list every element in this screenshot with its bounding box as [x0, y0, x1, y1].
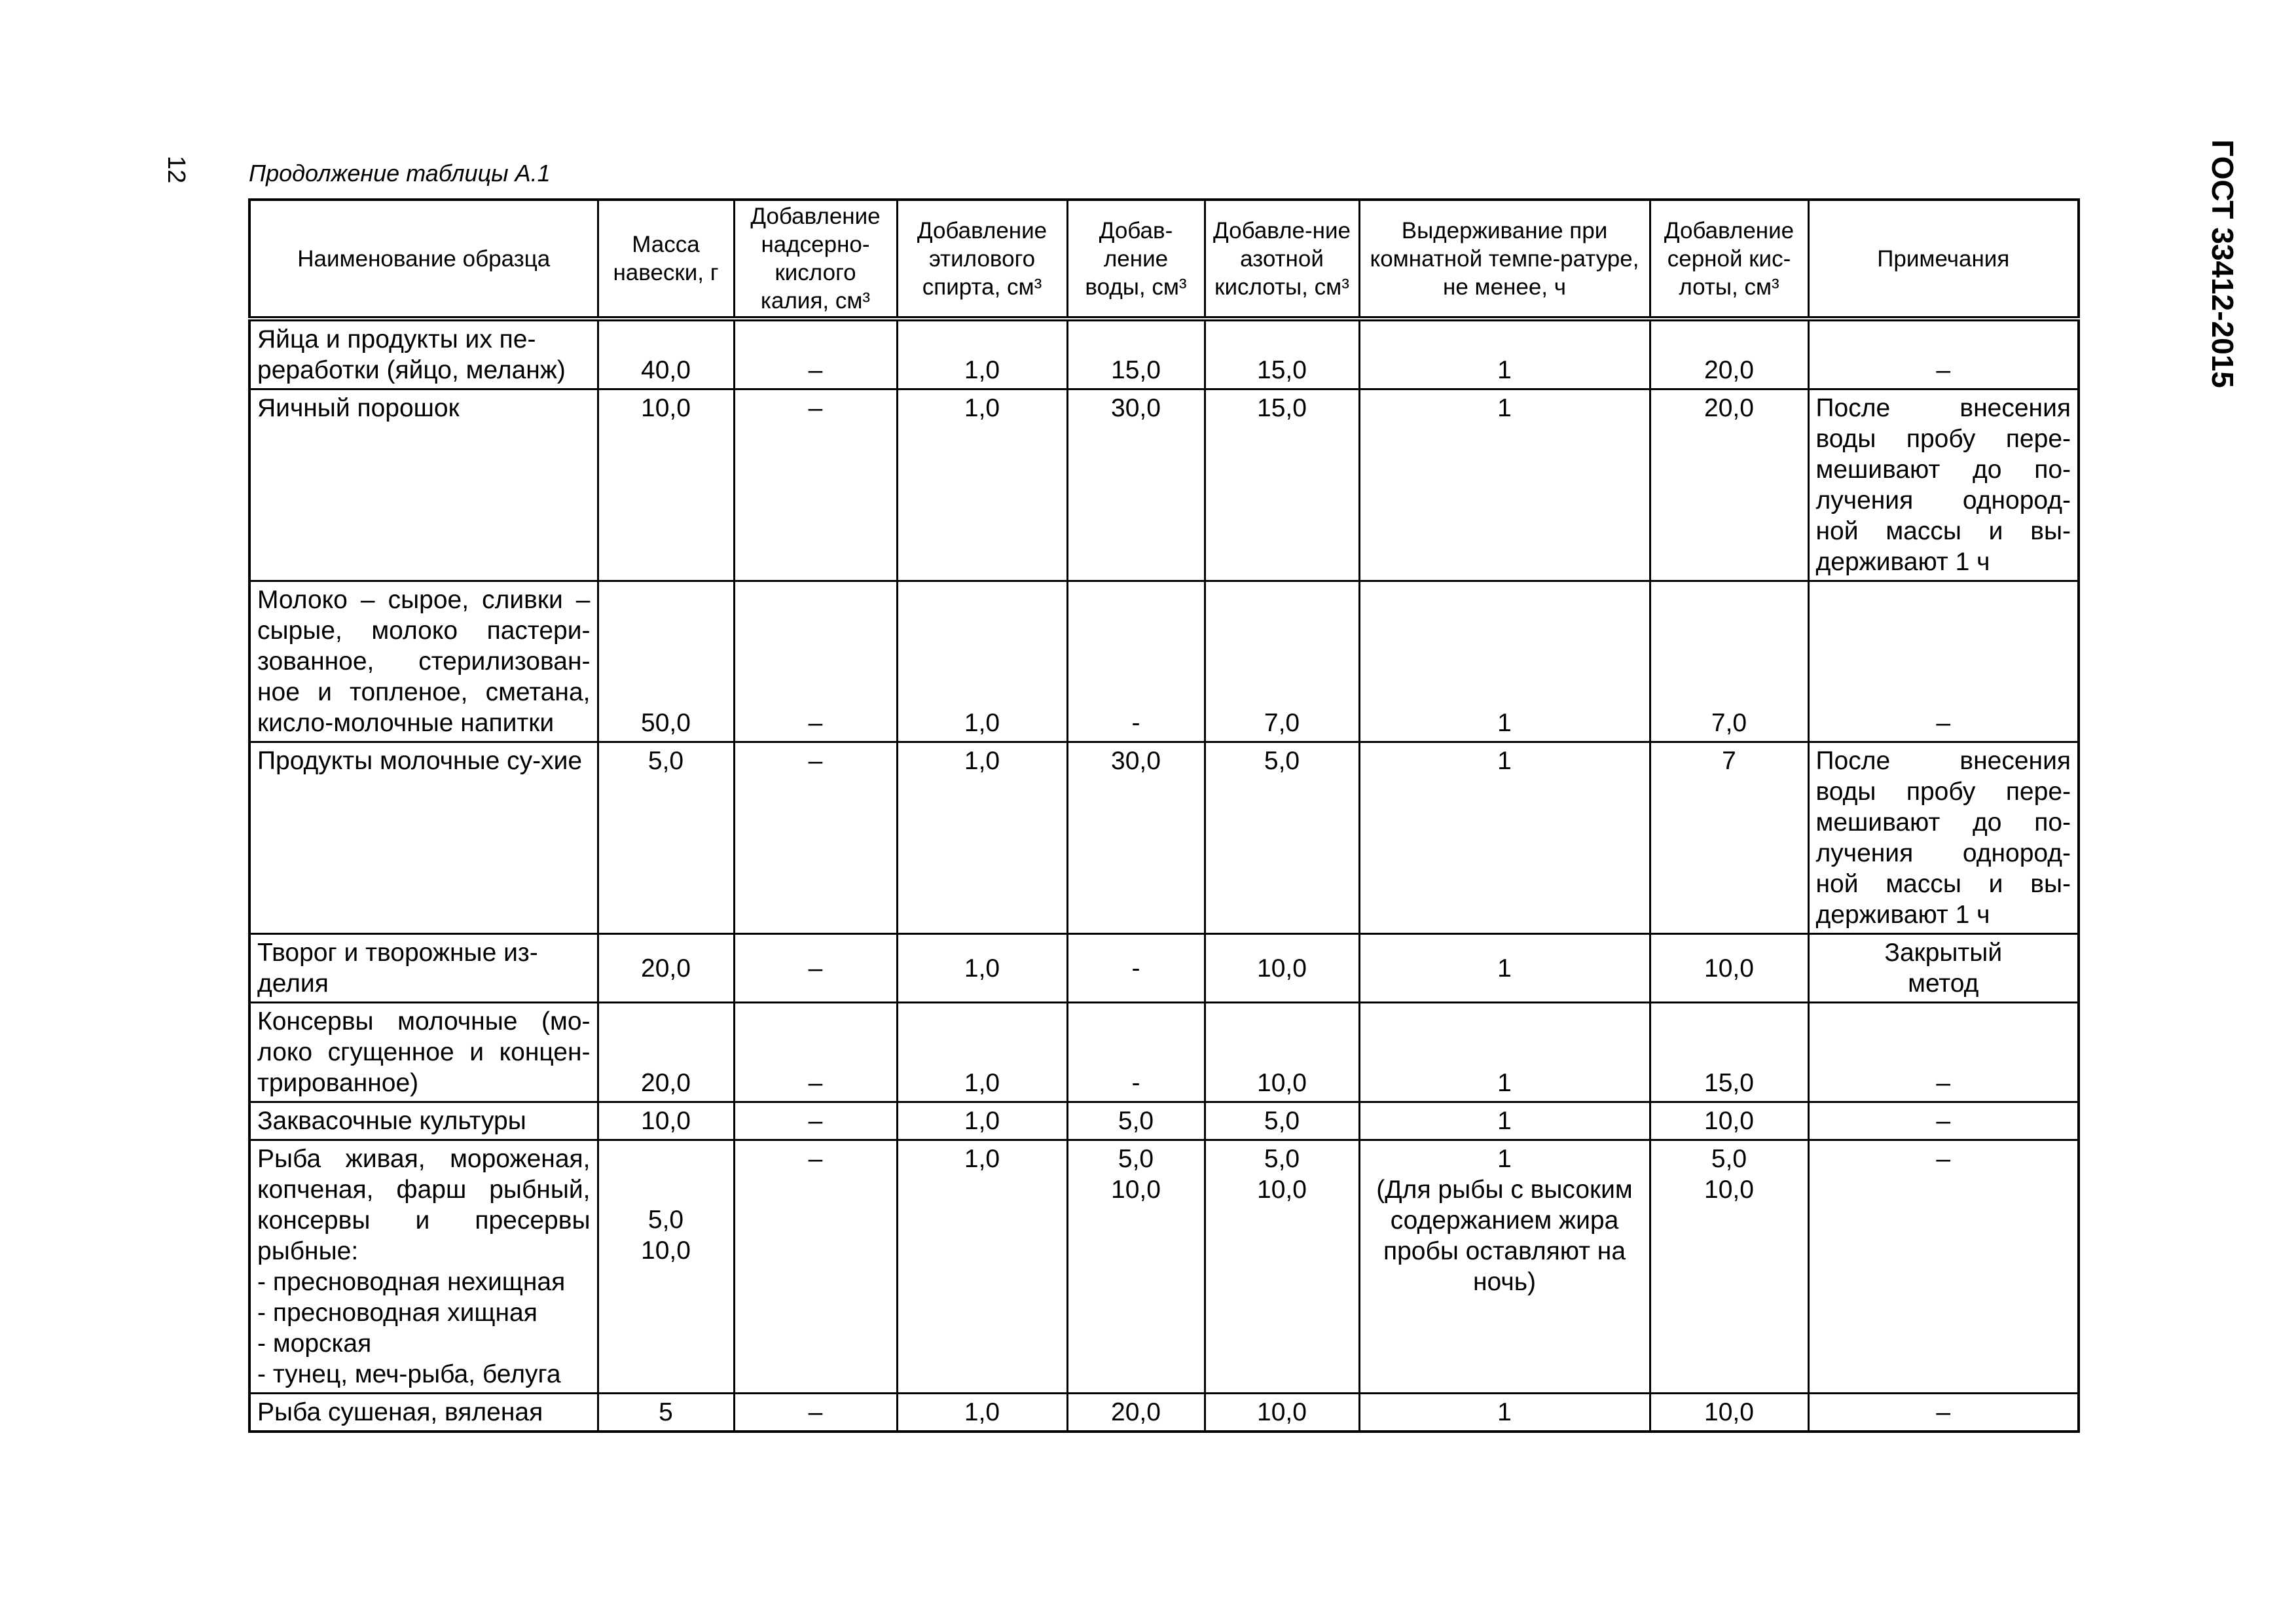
cell-hold: 1 (Для рыбы с высоким содержанием жира пробы оставляют на ночь)	[1359, 1140, 1650, 1394]
header-sample-name: Наименование образца	[249, 200, 598, 319]
cell-mass: 40,0	[598, 319, 734, 389]
cell-name: Заквасочные культуры	[249, 1102, 598, 1140]
cell-water: -	[1067, 581, 1205, 742]
cell-sulfuric: 5,0 10,0	[1650, 1140, 1808, 1394]
table-row	[249, 934, 2079, 1003]
cell-ethanol: 1,0	[897, 1394, 1067, 1432]
cell-note: –	[1808, 1003, 2079, 1102]
cell-name: Творог и творожные из-делия	[249, 934, 598, 1003]
cell-persulfate: –	[734, 319, 897, 389]
header-row	[249, 200, 2079, 319]
cell-ethanol: 1,0	[897, 1003, 1067, 1102]
cell-sulfuric: 7,0	[1650, 581, 1808, 742]
cell-hold: 1	[1359, 1394, 1650, 1432]
cell-note: –	[1808, 1394, 2079, 1432]
table-caption: Продолжение таблицы А.1	[249, 160, 551, 187]
cell-sulfuric: 10,0	[1650, 1102, 1808, 1140]
cell-nitric: 10,0	[1205, 934, 1359, 1003]
cell-note: –	[1808, 1102, 2079, 1140]
cell-name: Яичный порошок	[249, 389, 598, 581]
table-row	[249, 1003, 2079, 1102]
cell-persulfate: –	[734, 1140, 897, 1394]
cell-sulfuric: 20,0	[1650, 319, 1808, 389]
cell-sulfuric: 7	[1650, 742, 1808, 934]
cell-water: 20,0	[1067, 1394, 1205, 1432]
header-notes: Примечания	[1808, 200, 2079, 319]
cell-persulfate: –	[734, 1394, 897, 1432]
cell-note: –	[1808, 319, 2079, 389]
sample-preparation-table	[248, 198, 2080, 1433]
cell-ethanol: 1,0	[897, 319, 1067, 389]
cell-persulfate: –	[734, 581, 897, 742]
cell-note: Закрытый метод	[1808, 934, 2079, 1003]
cell-name: Консервы молочные (мо-локо сгущенное и концен-трированное)	[249, 1003, 598, 1102]
header-holding-time: Выдерживание при комнатной темпе-ратуре, не менее, ч	[1359, 200, 1650, 319]
cell-nitric: 15,0	[1205, 389, 1359, 581]
cell-hold: 1	[1359, 319, 1650, 389]
cell-mass: 5,0	[598, 742, 734, 934]
cell-hold: 1	[1359, 389, 1650, 581]
cell-hold: 1	[1359, 1003, 1650, 1102]
header-water: Добав-ление воды, см³	[1067, 200, 1205, 319]
cell-ethanol: 1,0	[897, 581, 1067, 742]
cell-note: –	[1808, 581, 2079, 742]
table-row	[249, 742, 2079, 934]
table-row	[249, 1102, 2079, 1140]
cell-water: 30,0	[1067, 742, 1205, 934]
cell-ethanol: 1,0	[897, 1140, 1067, 1394]
cell-water: -	[1067, 934, 1205, 1003]
cell-name: Молоко – сырое, сливки – сырые, молоко пастери-зованное, стерилизован-ное и топленое, сметана, кисло-молочные напитки	[249, 581, 598, 742]
cell-mass: 10,0	[598, 389, 734, 581]
cell-hold: 1	[1359, 581, 1650, 742]
cell-mass: 20,0	[598, 1003, 734, 1102]
cell-mass: 50,0	[598, 581, 734, 742]
cell-sulfuric: 10,0	[1650, 1394, 1808, 1432]
cell-sulfuric: 20,0	[1650, 389, 1808, 581]
table-row	[249, 1394, 2079, 1432]
cell-ethanol: 1,0	[897, 742, 1067, 934]
cell-water: 5,0	[1067, 1102, 1205, 1140]
cell-persulfate: –	[734, 742, 897, 934]
cell-water: -	[1067, 1003, 1205, 1102]
cell-water: 5,0 10,0	[1067, 1140, 1205, 1394]
cell-nitric: 7,0	[1205, 581, 1359, 742]
cell-nitric: 5,0 10,0	[1205, 1140, 1359, 1394]
cell-persulfate: –	[734, 1003, 897, 1102]
cell-mass: 10,0	[598, 1102, 734, 1140]
cell-water: 30,0	[1067, 389, 1205, 581]
cell-name: Яйца и продукты их пе-реработки (яйцо, меланж)	[249, 319, 598, 389]
cell-ethanol: 1,0	[897, 934, 1067, 1003]
cell-hold: 1	[1359, 934, 1650, 1003]
cell-hold: 1	[1359, 742, 1650, 934]
page-number: 12	[162, 155, 191, 184]
cell-mass: 20,0	[598, 934, 734, 1003]
table-row	[249, 389, 2079, 581]
cell-nitric: 10,0	[1205, 1394, 1359, 1432]
cell-name: Рыба сушеная, вяленая	[249, 1394, 598, 1432]
table-row	[249, 581, 2079, 742]
cell-note: После внесения воды пробу пере-мешивают до по-лучения однород-ной массы и вы-держивают 1 ч	[1808, 389, 2079, 581]
cell-name: Продукты молочные су-хие	[249, 742, 598, 934]
cell-water: 15,0	[1067, 319, 1205, 389]
header-ethanol: Добавление этилового спирта, см³	[897, 200, 1067, 319]
cell-nitric: 10,0	[1205, 1003, 1359, 1102]
cell-hold: 1	[1359, 1102, 1650, 1140]
cell-name: Рыба живая, мороженая, копченая, фарш рыбный, консервы и пресервы рыбные: - пресноводная нехищная - пресноводная хищная - морская - тунец, меч-рыба, белуга	[249, 1140, 598, 1394]
cell-persulfate: –	[734, 934, 897, 1003]
cell-nitric: 5,0	[1205, 742, 1359, 934]
cell-note: После внесения воды пробу пере-мешивают до по-лучения однород-ной массы и вы-держивают 1 ч	[1808, 742, 2079, 934]
cell-nitric: 15,0	[1205, 319, 1359, 389]
cell-persulfate: –	[734, 389, 897, 581]
header-nitric-acid: Добавле-ние азотной кислоты, см³	[1205, 200, 1359, 319]
header-sulfuric-acid: Добавление серной кис-лоты, см³	[1650, 200, 1808, 319]
cell-sulfuric: 10,0	[1650, 934, 1808, 1003]
cell-nitric: 5,0	[1205, 1102, 1359, 1140]
cell-ethanol: 1,0	[897, 389, 1067, 581]
standard-id: ГОСТ 33412-2015	[2205, 139, 2240, 388]
table-row	[249, 1140, 2079, 1394]
header-mass: Масса навески, г	[598, 200, 734, 319]
table-row	[249, 319, 2079, 389]
cell-mass: 5,0 10,0	[598, 1140, 734, 1394]
cell-ethanol: 1,0	[897, 1102, 1067, 1140]
cell-note: –	[1808, 1140, 2079, 1394]
cell-persulfate: –	[734, 1102, 897, 1140]
cell-mass: 5	[598, 1394, 734, 1432]
header-persulfate: Добавление надсерно-кислого калия, см³	[734, 200, 897, 319]
cell-sulfuric: 15,0	[1650, 1003, 1808, 1102]
